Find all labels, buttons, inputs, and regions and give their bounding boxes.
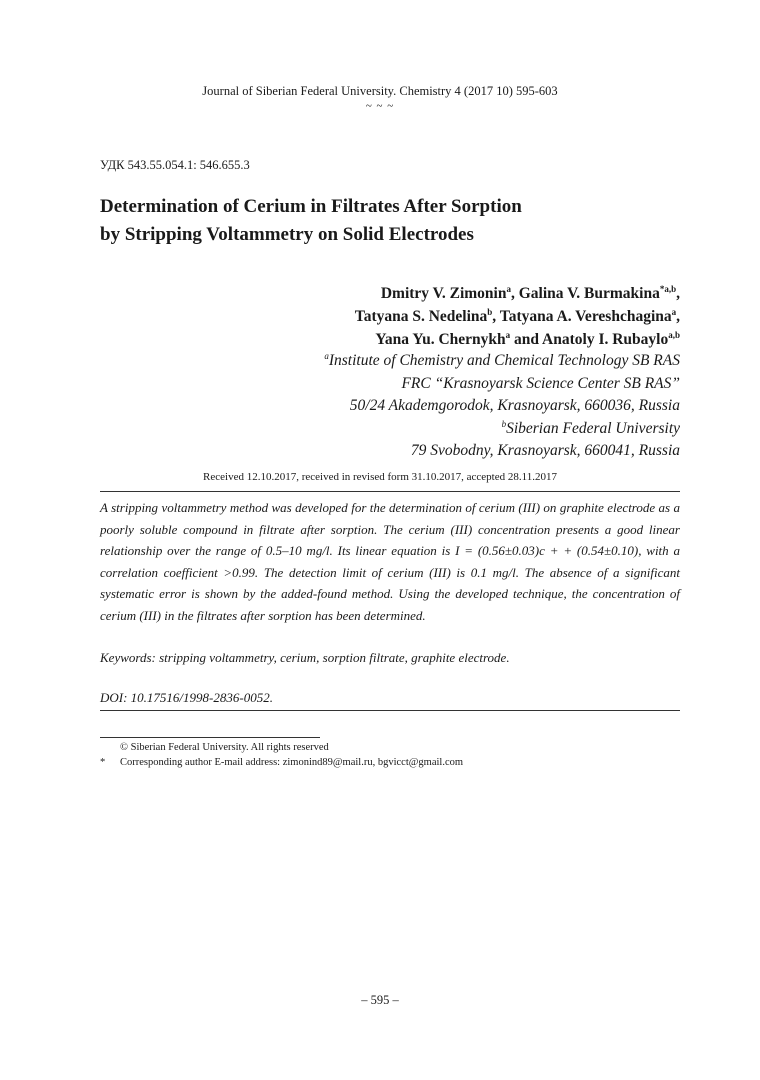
author-line-1 [120,282,680,305]
author-separator: and [510,331,543,348]
footnote-corresponding [100,756,680,770]
author-affiliation-mark: a [505,329,511,340]
affiliation-b-line-1 [120,418,680,441]
author-separator: , [676,308,680,325]
keywords: Keywords: stripping voltammetry, cerium, sorption filtrate, graphite electrode. [100,650,510,665]
page-number: – 595 – [361,993,399,1007]
received-dates: Received 12.10.2017, received in revised form 31.10.2017, accepted 28.11.2017 [203,471,557,483]
author-name: Yana Yu. Chernykh [375,331,506,348]
affiliation-a-line-1 [120,350,680,373]
abstract-bottom-rule [100,710,680,711]
affiliations [120,350,680,463]
footnote-rule [100,737,320,738]
author-name: Dmitry V. Zimonin [380,285,507,302]
header-ornament: ~ ~ ~ [365,100,395,112]
author-name: Tatyana A. Vereshchagina [499,308,672,325]
author-separator: , [492,308,500,325]
author-separator: , [510,285,519,302]
affiliation-a-line-3: 50/24 Akademgorodok, Krasnoyarsk, 660036, Russia [349,397,680,414]
article-title [100,193,700,249]
udk-code: УДК 543.55.054.1: 546.655.3 [100,158,250,172]
affiliation-text: Siberian Federal University [506,419,680,437]
author-affiliation-mark: a [671,306,677,317]
affiliation-b-line-2: 79 Svobodny, Krasnoyarsk, 660041, Russia [410,442,680,459]
author-affiliation-mark: a [506,283,511,294]
title-line-2: by Stripping Voltammetry on Solid Electrodes [100,224,474,245]
author-line-3 [120,328,680,351]
footnote-star: * [100,757,106,768]
author-affiliation-mark: *a,b [659,283,677,294]
copyright-text: © Siberian Federal University. All rights reserved [120,742,329,753]
affiliation-text: Institute of Chemistry and Chemical Technology SB RAS [328,352,680,369]
author-affiliation-mark: b [487,306,493,317]
author-name: Galina V. Burmakina [518,285,660,302]
title-line-1: Determination of Cerium in Filtrates After Sorption [100,196,522,217]
journal-header: Journal of Siberian Federal University. Chemistry 4 (2017 10) 595-603 [202,84,558,98]
corresponding-text: Corresponding author E-mail address: zimonind89@mail.ru, bgvicct@gmail.com [120,757,464,768]
abstract-top-rule [100,491,680,492]
author-list [120,282,680,351]
author-affiliation-mark: a,b [668,329,680,340]
author-name: Anatoly I. Rubaylo [542,331,669,348]
author-line-2 [120,305,680,328]
abstract: A stripping voltammetry method was developed for the determination of cerium (III) on graphite electrode as a poorly soluble compound in filtrate after sorption. The cerium (III) concentration presents a good linear relationship over the range of 0.5–10 mg/l. Its linear equation is I = (0.56±0.03)c + + (0.54±0.10), with a correlation coefficient >0.99. The detection limit of cerium (III) is 0.1 mg/l. The absence of a significant systematic error is shown by the added-found method. Using the developed technique, the concentration of cerium (III) in the filtrates after sorption has been determined. [100,500,680,623]
affiliation-mark: a [324,350,329,361]
footnote-copyright [100,741,680,755]
affiliation-a-line-2: FRC “Krasnoyarsk Science Center SB RAS” [401,374,680,392]
author-name: Tatyana S. Nedelina [354,308,488,325]
affiliation-mark: b [501,418,507,429]
author-separator: , [676,285,680,302]
doi-link[interactable]: DOI: 10.17516/1998-2836-0052. [100,690,273,705]
